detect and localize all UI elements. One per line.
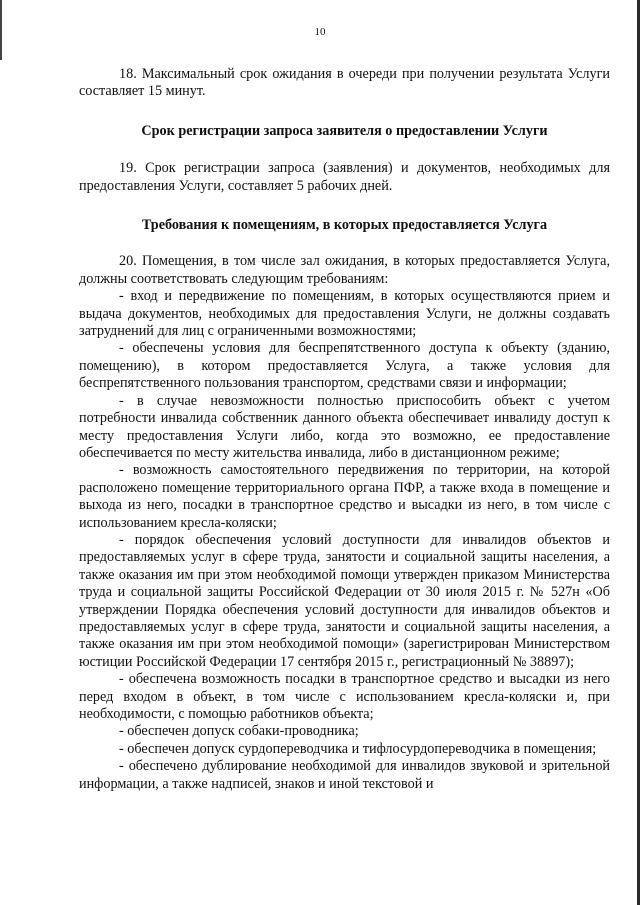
section-heading-registration-term: Срок регистрации запроса заявителя о предоставлении Услуги [141, 122, 548, 139]
requirement-bullet: - обеспечены условия для беспрепятственного доступа к объекту (зданию, помещению), в котором предоставляется Услуга, а также условия для беспрепятственного пользования транспортом, средствами связи и информации; [79, 340, 610, 392]
requirement-bullet: - в случае невозможности полностью приспособить объект с учетом потребности инвалида собственник данного объекта обеспечивает инвалиду доступ к месту предоставления Услуги либо, когда это возможно, ее предоставление обеспечивается по месту жительства инвалида, либо в дистанционном режиме; [79, 393, 610, 463]
requirement-bullet: - возможность самостоятельного передвижения по территории, на которой расположено помещение территориального органа ПФР, а также входа в помещение и выхода из него, посадки в транспортное средство и высадки из него, в том числе с использованием кресла-коляски; [79, 462, 610, 532]
paragraph-item-20-intro: 20. Помещения, в том числе зал ожидания, в которых предоставляется Услуга, должны соответствовать следующим требованиям: [79, 253, 610, 287]
requirement-bullet: - порядок обеспечения условий доступности для инвалидов объектов и предоставляемых услуг в сфере труда, занятости и социальной защиты населения, а также оказания им при этом необходимой помощи утвержден приказом Министерства труда и социальной защиты Российской Федерации от 30 июля 2015 г. № 527н «Об утверждении Порядка обеспечения условий доступности для инвалидов объектов и предоставляемых услуг в сфере труда, занятости и социальной защиты населения, а также оказания им при этом необходимой помощи» (зарегистрирован Министерством юстиции Российской Федерации 17 сентября 2015 г., регистрационный № 38897); [79, 532, 610, 671]
section-heading-premises-requirements: Требования к помещениям, в которых предоставляется Услуга [141, 217, 548, 234]
paragraph-item-19: 19. Срок регистрации запроса (заявления) и документов, необходимых для предоставления Услуги, составляет 5 рабочих дней. [79, 160, 610, 194]
requirement-bullet: - вход и передвижение по помещениям, в которых осуществляются прием и выдача документов, необходимых для предоставления Услуги, не должны создавать затруднений для лиц с ограниченными возможностями; [79, 288, 610, 340]
requirement-bullet: - обеспечен допуск собаки-проводника; [79, 723, 610, 740]
requirement-bullet: - обеспечена возможность посадки в транспортное средство и высадки из него перед входом в объект, в том числе с использованием кресла-коляски и, при необходимости, с помощью работников объекта; [79, 671, 610, 723]
document-body [79, 66, 610, 793]
paragraph-item-18: 18. Максимальный срок ожидания в очереди при получении результата Услуги составляет 15 минут. [79, 66, 610, 100]
requirement-bullet: - обеспечен допуск сурдопереводчика и тифлосурдопереводчика в помещения; [79, 741, 610, 758]
requirement-bullet: - обеспечено дублирование необходимой для инвалидов звуковой и зрительной информации, а также надписей, знаков и иной текстовой и [79, 758, 610, 793]
page-number: 10 [314, 26, 326, 38]
